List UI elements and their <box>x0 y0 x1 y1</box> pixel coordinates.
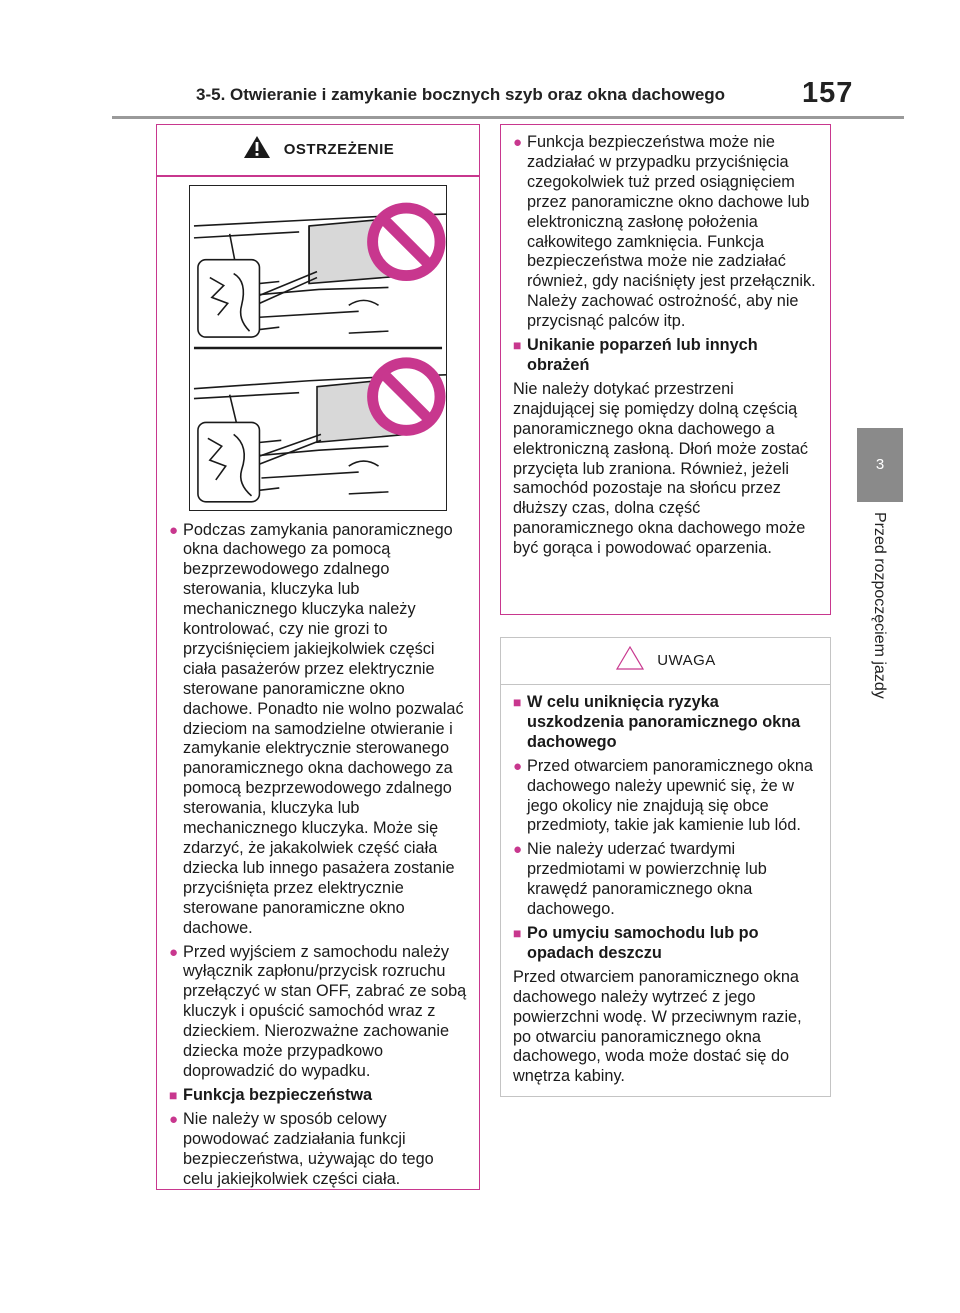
list-item: ● Funkcja bezpieczeństwa może nie zadziałać w przypadku przyciśnięcia czegokolwiek tuż przed osiągnięciem przez panoramiczne okno dachowe lub elektroniczną zasłonę położenia całkowitego zamknięcia. Funkcja bezpieczeństwa może nie zadziałać również, gdy naciśnięty jest przełącznik. Należy zachować ostrożność, aby nie przycisnąć palców itp. <box>513 133 816 331</box>
prohibition-icon <box>373 362 440 429</box>
section-heading: ■ Funkcja bezpieczeństwa <box>169 1085 373 1104</box>
paragraph: Przed otwarciem panoramicznego okna dachowego należy wytrzeć z jego powierzchni wodę. W przeciwnym razie, po otwarciu panoramicznego okna dachowego, woda może dostać się do wnętrza kabiny. <box>513 967 802 1086</box>
list-item: ● Przed otwarciem panoramicznego okna dachowego należy upewnić się, że w jego okolicy nie znajdują się obce przedmioty, takie jak kamienie lub lód. <box>513 756 813 835</box>
prohibition-icon <box>373 208 440 275</box>
note-title-divider <box>501 684 830 685</box>
warning-box-continued <box>500 124 831 615</box>
running-header-title: 3-5. Otwieranie i zamykanie bocznych szyb oraz okna dachowego <box>196 85 726 104</box>
section-heading: ■ Po umyciu samochodu lub po opadach deszczu <box>513 923 759 962</box>
warning-box <box>156 124 480 1190</box>
note-box <box>500 637 831 1097</box>
list-item: ● Nie należy uderzać twardymi przedmiotami w powierzchnię lub krawędź panoramicznego okna dachowego. <box>513 840 767 919</box>
header-divider <box>112 116 904 119</box>
panoramic-roof-pinch-hazard-illustration <box>189 185 447 511</box>
page-number: 157 <box>802 77 854 109</box>
caution-triangle-icon <box>615 645 645 677</box>
section-heading: ■ Unikanie poparzeń lub innych obrażeń <box>513 336 758 374</box>
list-item: ● Przed wyjściem z samochodu należy wyłącznik zapłonu/przycisk rozruchu przełączyć w stan OFF, zabrać ze sobą kluczyk i opuścić samochód wraz z dzieckiem. Nierozważne zachowanie dziecka może przypadkowo doprowadzić do wypadku. <box>169 942 467 1080</box>
list-item: ● Podczas zamykania panoramicznego okna dachowego za pomocą bezprzewodowego zdalnego sterowania, kluczyka lub mechanicznego kluczyka należy kontrolować, czy nie grozi to przyciśnięciem jakiejkolwiek części ciała pasażerów przez elektrycznie sterowane panoramiczne okno dachowe. Ponadto nie wolno pozwalać dzieciom na samodzielne otwieranie i zamykanie elektrycznie sterowanego panoramicznego okna dachowego za pomocą bezprzewodowego zdalnego sterowania, kluczyka lub mechanicznego kluczyka. Może się zdarzyć, że jakakolwiek część ciała dziecka lub innego pasażera zostanie przyciśnięta przez elektrycznie sterowane panoramiczne okno dachowe. <box>169 520 464 937</box>
square-bullet-icon: ■ <box>169 1086 178 1103</box>
bullet-icon: ● <box>169 521 179 539</box>
warning-title-divider <box>157 175 479 177</box>
list-item: ● Nie należy w sposób celowy powodować zadziałania funkcji bezpieczeństwa, używając do tego celu jakiejkolwiek części ciała. <box>169 1109 434 1188</box>
bullet-icon: ● <box>169 943 179 961</box>
bullet-icon: ● <box>513 134 523 151</box>
warning-title <box>169 125 467 175</box>
chapter-label: Przed rozpoczęciem jazdy <box>871 512 888 699</box>
warning-title-text: OSTRZEŻENIE <box>283 141 395 159</box>
warning-triangle-icon <box>242 134 272 166</box>
note-title-text: UWAGA <box>657 652 716 670</box>
square-bullet-icon: ■ <box>513 694 522 710</box>
chapter-tab: 3 <box>857 428 903 502</box>
bullet-icon: ● <box>513 841 523 859</box>
bullet-icon: ● <box>169 1110 179 1128</box>
square-bullet-icon: ■ <box>513 337 522 354</box>
paragraph: Nie należy dotykać przestrzeni znajdującej się pomiędzy dolną częścią panoramicznego okna dachowego a elektroniczną zasłoną. Dłoń może zostać przycięta lub zraniona. Również, jeżeli samochód pozostaje na słońcu przez dłuższy czas, dolna część panoramicznego okna dachowego może być gorąca i powodować oparzenia. <box>513 379 809 558</box>
bullet-icon: ● <box>513 757 523 775</box>
square-bullet-icon: ■ <box>513 924 522 941</box>
note-title <box>513 638 818 684</box>
section-heading: ■ W celu uniknięcia ryzyka uszkodzenia panoramicznego okna dachowego <box>513 693 801 751</box>
